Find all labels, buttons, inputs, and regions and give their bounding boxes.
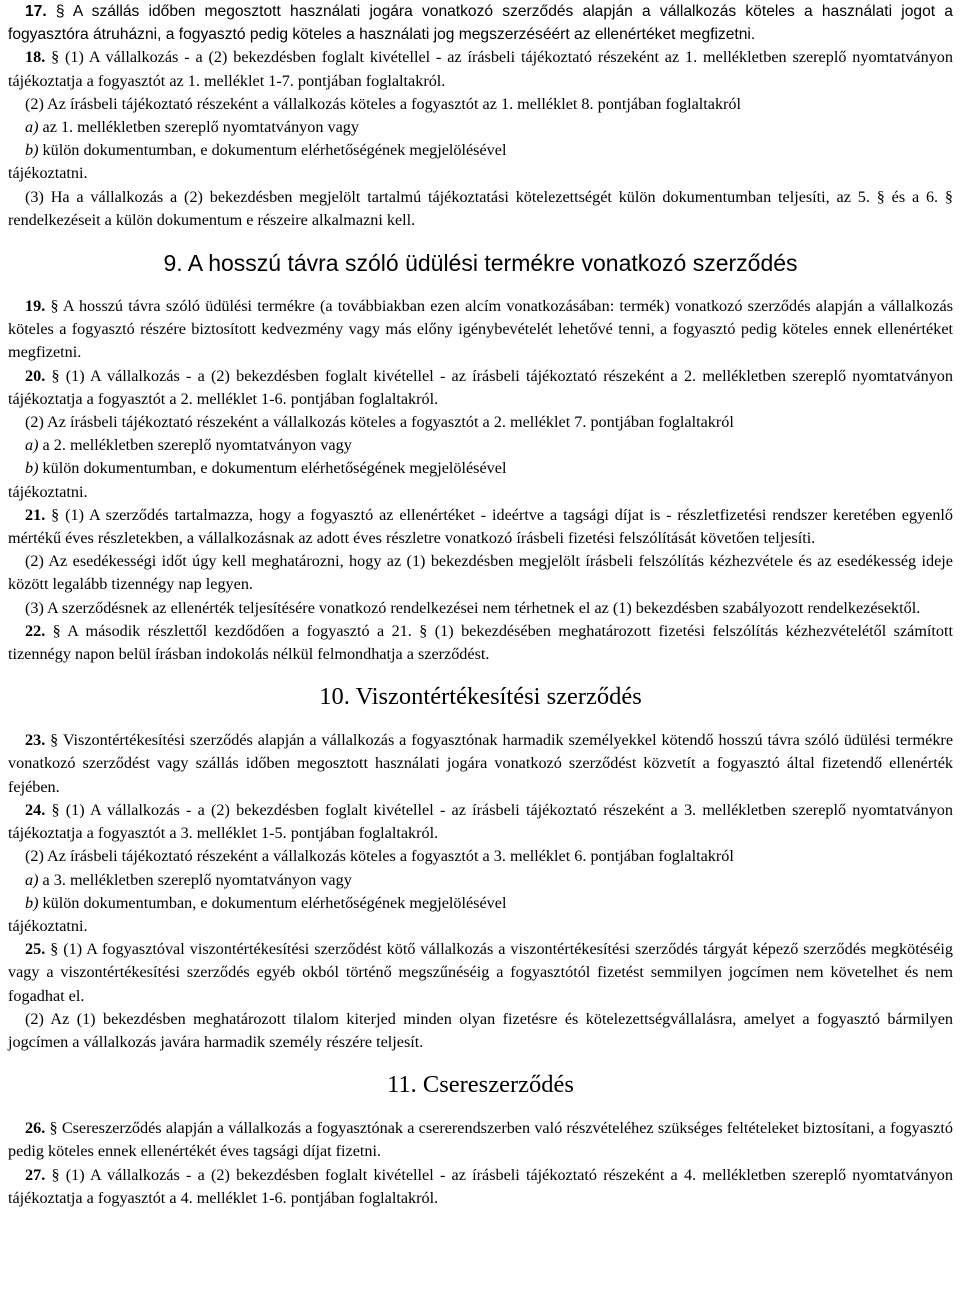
paragraph-text — [45, 622, 52, 640]
paragraph-text: külön dokumentumban, e dokumentum elérhetőségének megjelölésével — [38, 893, 507, 912]
paragraph-text: (2) Az írásbeli tájékoztató részeként a vállalkozás köteles a fogyasztót az 1. melléklet 8. pontjában foglaltakról — [25, 94, 742, 113]
list-marker: b) — [25, 893, 39, 912]
paragraph-text: (2) Az (1) bekezdésben meghatározott tilalom kiterjed minden olyan fizetésre és kötelezettségvállalásra, amelyet a fogyasztó bármilyen jogcímen a vállalkozás javára harmadik személy részére teljesít. — [8, 1009, 953, 1051]
paragraph-p24-2b — [8, 892, 953, 915]
section-number: 21. — [25, 505, 46, 524]
paragraph-p26 — [8, 1117, 953, 1163]
paragraph-p18 — [8, 46, 953, 92]
paragraph-text: tájékoztatni. — [8, 482, 88, 501]
list-marker: a) — [25, 436, 39, 455]
paragraph-p27 — [8, 1164, 953, 1210]
section-sign: § — [50, 940, 59, 959]
section-heading-h10: 10. Viszontértékesítési szerződés — [319, 683, 642, 711]
paragraph-p24-2c — [8, 915, 953, 938]
section-heading-h9: 9. A hosszú távra szóló üdülési termékre vonatkozó szerződés — [163, 250, 798, 277]
paragraph-text: (1) bekezdésében meghatározott fizetési felszólítás kézhezvételétől számított tizennégy napon belül írásban indokolás nélkül felmondhatja a szerződést. — [8, 621, 953, 664]
paragraph-p21 — [8, 504, 953, 550]
paragraph-p18-3 — [8, 186, 953, 232]
paragraph-p25-2 — [8, 1008, 953, 1054]
paragraph-text: tájékoztatni. — [8, 164, 88, 183]
section-sign: § — [51, 366, 60, 385]
paragraph-p18-2b — [8, 139, 953, 162]
paragraph-p20-2b — [8, 457, 953, 480]
paragraph-text: A második részlettől kezdődően a fogyasztó a 21. — [60, 621, 420, 640]
section-number: 24. — [25, 800, 46, 819]
paragraph-text — [47, 3, 56, 20]
section-sign: § — [944, 187, 954, 206]
paragraph-p18-2a — [8, 116, 953, 139]
paragraph-text: (1) A fogyasztóval viszontértékesítési szerződést kötő vállalkozás a viszontértékesítési szerződés tárgyát képező szerződés megkötéséig vagy a viszontértékesítési szerződés egyéb okból történő megszűnéséig a fogyasztótól fizetést semmilyen jogcímen nem követelhet és nem fogadhat el. — [8, 940, 954, 1005]
paragraph-text: és a 6. — [884, 187, 945, 206]
paragraph-text: (1) A vállalkozás - a (2) bekezdésben foglalt kivétellel - az írásbeli tájékoztató részeként a 4. mellékletben szereplő nyomtatványon tájékoztatja a fogyasztót a 4. melléklet 1-6. pontjában foglaltakról. — [8, 1165, 953, 1207]
section-sign: § — [51, 48, 60, 67]
paragraph-p24-2a — [8, 869, 953, 892]
section-heading-h11: 11. Csereszerződés — [387, 1071, 574, 1099]
paragraph-text: (3) Ha a vállalkozás a (2) bekezdésben megjelölt tartalmú tájékoztatási kötelezettségét külön dokumentumban teljesíti, az 5. — [25, 187, 877, 206]
paragraph-p20-2 — [8, 411, 953, 434]
paragraph-text: tájékoztatni. — [8, 916, 88, 935]
section-number: 19. — [25, 297, 46, 316]
paragraph-text: (2) Az írásbeli tájékoztató részeként a vállalkozás köteles a fogyasztót a 2. melléklet 7. pontjában foglaltakról — [25, 413, 734, 432]
paragraph-text: (2) Az esedékességi időt úgy kell meghatározni, hogy az (1) bekezdésben megjelölt írásbeli felszólítás kézhezvétele és az esedékesség ideje között legalább tizennégy nap legyen. — [8, 552, 953, 594]
list-marker: a) — [25, 870, 39, 889]
paragraph-text: (1) A vállalkozás - a (2) bekezdésben foglalt kivétellel - az írásbeli tájékoztató részeként a 3. mellékletben szereplő nyomtatványon tájékoztatja a fogyasztót a 3. melléklet 1-5. pontjában foglaltakról. — [8, 800, 953, 843]
paragraph-p21-3 — [8, 597, 953, 620]
paragraph-p22 — [8, 620, 953, 666]
section-number: 23. — [25, 731, 46, 750]
paragraph-text: (1) A vállalkozás - a (2) bekezdésben foglalt kivétellel - az írásbeli tájékoztató részeként az 1. mellékletben szereplő nyomtatványon tájékoztatja a fogyasztót az 1. melléklet 1-7. pontjában foglaltakról. — [8, 48, 953, 90]
section-number: 26. — [25, 1119, 46, 1138]
paragraph-p20-2a — [8, 434, 953, 457]
paragraph-text: A hosszú távra szóló üdülési termékre (a továbbiakban ezen alcím vonatkozásában: termék) vonatkozó szerződés alapján a vállalkozás köteles a fogyasztó részére biztosított kedvezmény vagy más előny igénybevételét lehetővé tenni, a fogyasztó pedig köteles ennek ellenértéket megfizetni. — [8, 297, 954, 362]
paragraph-p20 — [8, 365, 953, 411]
paragraph-text: Viszontértékesítési szerződés alapján a vállalkozás a fogyasztónak harmadik személyekkel kötendő hosszú távra szóló üdülési termékre vonatkozó szerződést vagy szállás időben megosztott használati jogára vonatkozó szerződést közvetít a fogyasztó által fizetendő ellenérték fejében. — [8, 731, 954, 796]
paragraph-text: az 1. mellékletben szereplő nyomtatványon vagy — [38, 118, 359, 137]
paragraph-p19 — [8, 295, 953, 365]
paragraph-text: rendelkezéseit a külön dokumentum e részeire alkalmazni kell. — [8, 210, 416, 229]
paragraph-text: Csereszerződés alapján a vállalkozás a fogyasztónak a csererendszerben való részvételéhez szükséges feltételeket biztosítani, a fogyasztó pedig köteles ennek ellenértékét éves tagsági díjat fizetni. — [8, 1119, 954, 1161]
paragraph-text: (1) A vállalkozás - a (2) bekezdésben foglalt kivétellel - az írásbeli tájékoztató részeként a 2. mellékletben szereplő nyomtatványon tájékoztatja a fogyasztót a 2. melléklet 1-6. pontjában foglaltakról. — [8, 366, 953, 408]
section-sign: § — [51, 505, 60, 524]
paragraph-p21-2 — [8, 550, 953, 596]
section-sign: § — [419, 621, 428, 640]
paragraph-p17 — [8, 0, 953, 46]
list-marker: a) — [25, 118, 39, 137]
list-marker: b) — [25, 459, 39, 478]
section-number: 25. — [25, 940, 46, 959]
paragraph-text: (1) A szerződés tartalmazza, hogy a fogyasztó az ellenértéket - ideértve a tagsági díjat is - részletfizetési rendszer keretében egyenlő mértékű éves részletekben, a vállalkozásnak az adott éves részletre vonatkozó írásbeli fizetési felszólítását követően teljesíti. — [8, 505, 954, 548]
paragraph-p18-2 — [8, 93, 953, 116]
paragraph-p25 — [8, 938, 953, 1008]
section-sign: § — [52, 621, 61, 640]
paragraph-text: a 3. mellékletben szereplő nyomtatványon vagy — [38, 870, 352, 889]
paragraph-p24 — [8, 799, 953, 845]
paragraph-text: a 2. mellékletben szereplő nyomtatványon vagy — [38, 436, 352, 455]
section-sign: § — [876, 187, 885, 206]
section-sign: § — [49, 1119, 58, 1138]
paragraph-text: A szállás időben megosztott használati jogára vonatkozó szerződés alapján a vállalkozás köteles a használati jogot a fogyasztóra átruházni, a fogyasztó pedig köteles a használati jog megszerzéséért az ellenértéket megfizetni. — [8, 3, 953, 44]
paragraph-text: külön dokumentumban, e dokumentum elérhetőségének megjelölésével — [38, 459, 507, 478]
section-number: 27. — [25, 1165, 46, 1184]
paragraph-text: (2) Az írásbeli tájékoztató részeként a vállalkozás köteles a fogyasztót a 3. melléklet 6. pontjában foglaltakról — [25, 847, 734, 866]
paragraph-p20-2c — [8, 481, 953, 504]
section-sign: § — [51, 1165, 60, 1184]
section-number: 22. — [25, 621, 46, 640]
paragraph-text: külön dokumentumban, e dokumentum elérhetőségének megjelölésével — [38, 141, 507, 160]
paragraph-text: (3) A szerződésnek az ellenérték teljesítésére vonatkozó rendelkezései nem térhetnek el az (1) bekezdésben szabályozott rendelkezésektől. — [25, 598, 921, 617]
section-sign: § — [51, 800, 60, 819]
section-sign: § — [55, 3, 65, 20]
section-number: 18. — [25, 48, 46, 67]
section-sign: § — [50, 731, 59, 750]
paragraph-p24-2 — [8, 845, 953, 868]
paragraph-p18-2c — [8, 162, 953, 185]
paragraph-p23 — [8, 729, 953, 799]
list-marker: b) — [25, 141, 39, 160]
section-number: 17. — [25, 3, 47, 20]
section-sign: § — [50, 297, 59, 316]
section-number: 20. — [25, 366, 46, 385]
